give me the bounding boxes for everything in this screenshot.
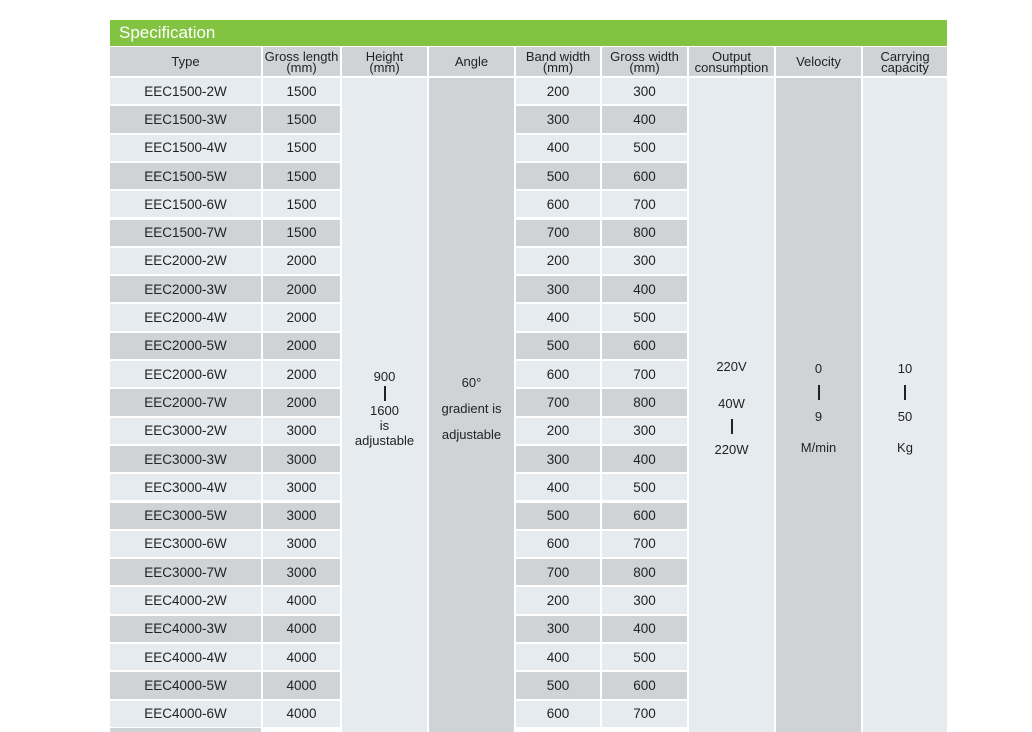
gross-width-cell: 700 — [602, 701, 687, 727]
header-gross-length-line1: Gross length — [264, 48, 339, 64]
gross-length-cell: 2000 — [263, 361, 340, 387]
header-type — [110, 47, 261, 76]
band-width-cell: 400 — [516, 304, 600, 330]
band-width-cell: 400 — [516, 474, 600, 500]
table-header-row — [110, 47, 947, 76]
type-cell: EEC1500-4W — [110, 135, 261, 161]
height-max-value: 1600 — [370, 402, 399, 418]
band-width-cell: 500 — [516, 672, 600, 698]
header-band-width-line1: Band width — [525, 48, 591, 64]
type-cell: EEC1500-5W — [110, 163, 261, 189]
band-width-cell: 700 — [516, 559, 600, 585]
band-width-cell: 200 — [516, 248, 600, 274]
gross-length-cell: 3000 — [263, 474, 340, 500]
height-min-value: 900 — [373, 368, 396, 384]
gross-length-cell: 2000 — [263, 248, 340, 274]
table-row-partial — [110, 728, 261, 732]
gross-length-cell: 2000 — [263, 276, 340, 302]
gross-length-cell: 4000 — [263, 701, 340, 727]
band-width-cell: 500 — [516, 163, 600, 189]
band-width-cell: 600 — [516, 531, 600, 557]
type-cell: EEC1500-2W — [110, 78, 261, 104]
height-note-line2: adjustable — [354, 432, 415, 448]
output-max: 220W — [714, 442, 749, 457]
gross-width-cell: 300 — [602, 587, 687, 613]
gross-width-cell: 600 — [602, 333, 687, 359]
carrying-min: 10 — [897, 361, 913, 376]
header-gross-width-line2: (mm) — [629, 59, 660, 75]
gross-length-cell: 4000 — [263, 644, 340, 670]
gross-width-cell: 600 — [602, 672, 687, 698]
gross-length-cell: 2000 — [263, 333, 340, 359]
band-width-cell: 300 — [516, 616, 600, 642]
header-velocity — [776, 47, 861, 76]
specification-table — [110, 20, 947, 732]
band-width-cell: 200 — [516, 587, 600, 613]
gross-length-cell: 1500 — [263, 163, 340, 189]
gross-width-cell: 300 — [602, 78, 687, 104]
band-width-cell: 200 — [516, 78, 600, 104]
band-width-cell: 400 — [516, 135, 600, 161]
band-width-cell: 200 — [516, 418, 600, 444]
header-type-label: Type — [171, 54, 200, 69]
velocity-max: 9 — [814, 409, 823, 424]
gross-width-cell: 400 — [602, 106, 687, 132]
header-band-width — [516, 47, 600, 76]
type-cell: EEC3000-6W — [110, 531, 261, 557]
band-width-cell: 600 — [516, 361, 600, 387]
type-cell: EEC3000-5W — [110, 503, 261, 529]
type-cell: EEC2000-2W — [110, 248, 261, 274]
gross-width-cell: 300 — [602, 248, 687, 274]
gross-width-cell: 400 — [602, 446, 687, 472]
header-output-consumption — [689, 47, 774, 76]
gross-length-cell: 3000 — [263, 418, 340, 444]
band-width-cell: 300 — [516, 276, 600, 302]
type-cell: EEC1500-7W — [110, 220, 261, 246]
gross-width-cell: 700 — [602, 531, 687, 557]
band-width-cell: 700 — [516, 220, 600, 246]
gross-length-cell: 1500 — [263, 78, 340, 104]
output-merged-cell — [689, 78, 774, 732]
height-note-line1: is — [379, 417, 390, 433]
type-cell: EEC2000-5W — [110, 333, 261, 359]
band-width-cell: 700 — [516, 389, 600, 415]
gross-width-cell: 600 — [602, 503, 687, 529]
velocity-merged-cell — [776, 78, 861, 732]
gross-width-cell: 300 — [602, 418, 687, 444]
header-height-line2: (mm) — [369, 59, 400, 75]
type-cell: EEC3000-2W — [110, 418, 261, 444]
type-cell: EEC2000-3W — [110, 276, 261, 302]
type-cell: EEC3000-3W — [110, 446, 261, 472]
gross-width-cell: 600 — [602, 163, 687, 189]
gross-length-cell: 3000 — [263, 559, 340, 585]
gross-length-cell: 3000 — [263, 503, 340, 529]
band-width-cell: 600 — [516, 191, 600, 217]
type-cell: EEC2000-6W — [110, 361, 261, 387]
velocity-min: 0 — [814, 361, 823, 376]
carrying-max: 50 — [897, 409, 913, 424]
gross-length-cell: 3000 — [263, 531, 340, 557]
header-angle — [429, 47, 514, 76]
band-width-cell: 500 — [516, 333, 600, 359]
gross-length-cell: 2000 — [263, 389, 340, 415]
range-bar-icon — [818, 385, 820, 400]
band-width-cell: 300 — [516, 106, 600, 132]
gross-width-cell: 500 — [602, 644, 687, 670]
gross-length-cell: 1500 — [263, 220, 340, 246]
gross-length-cell: 1500 — [263, 191, 340, 217]
type-cell: EEC4000-4W — [110, 644, 261, 670]
header-carrying-line2: capacity — [881, 59, 929, 75]
gross-length-cell: 1500 — [263, 135, 340, 161]
output-voltage: 220V — [716, 359, 747, 374]
gross-width-cell: 500 — [602, 135, 687, 161]
header-output-line1: Output — [711, 48, 752, 64]
type-cell: EEC2000-4W — [110, 304, 261, 330]
type-cell: EEC3000-4W — [110, 474, 261, 500]
band-width-cell: 600 — [516, 701, 600, 727]
type-cell: EEC4000-3W — [110, 616, 261, 642]
height-merged-cell — [342, 78, 427, 732]
header-height-line1: Height — [365, 48, 404, 64]
header-gross-width — [602, 47, 687, 76]
angle-note-line2: adjustable — [441, 426, 502, 442]
header-carrying-capacity — [863, 47, 947, 76]
type-cell: EEC4000-5W — [110, 672, 261, 698]
gross-width-cell: 800 — [602, 220, 687, 246]
type-cell: EEC3000-7W — [110, 559, 261, 585]
gross-width-cell: 700 — [602, 191, 687, 217]
gross-width-cell: 500 — [602, 304, 687, 330]
band-width-cell: 300 — [516, 446, 600, 472]
gross-length-cell: 4000 — [263, 672, 340, 698]
gross-width-cell: 500 — [602, 474, 687, 500]
type-cell: EEC4000-6W — [110, 701, 261, 727]
gross-length-cell: 4000 — [263, 616, 340, 642]
gross-length-cell: 4000 — [263, 587, 340, 613]
header-gross-width-line1: Gross width — [610, 48, 679, 64]
output-min: 40W — [718, 396, 745, 411]
carrying-merged-cell — [863, 78, 947, 732]
gross-width-cell: 800 — [602, 559, 687, 585]
header-band-width-line2: (mm) — [542, 59, 574, 75]
band-width-cell: 400 — [516, 644, 600, 670]
gross-width-cell: 400 — [602, 276, 687, 302]
type-cell: EEC2000-7W — [110, 389, 261, 415]
range-bar-icon — [904, 385, 906, 400]
header-velocity-label: Velocity — [796, 54, 841, 69]
header-gross-length-line2: (mm) — [286, 59, 317, 75]
type-cell: EEC1500-6W — [110, 191, 261, 217]
header-carrying-line1: Carrying — [880, 48, 930, 64]
carrying-unit: Kg — [897, 440, 913, 455]
section-title: Specification — [110, 20, 947, 46]
gross-length-cell: 2000 — [263, 304, 340, 330]
header-angle-label: Angle — [454, 54, 489, 69]
angle-value: 60° — [461, 374, 482, 390]
gross-width-cell: 400 — [602, 616, 687, 642]
header-gross-length — [263, 47, 340, 76]
gross-length-cell: 1500 — [263, 106, 340, 132]
range-bar-icon — [384, 386, 386, 401]
angle-note-line1: gradient is — [441, 400, 502, 416]
range-bar-icon — [731, 419, 733, 434]
gross-width-cell: 700 — [602, 361, 687, 387]
gross-length-cell: 3000 — [263, 446, 340, 472]
header-height — [342, 47, 427, 76]
type-cell: EEC1500-3W — [110, 106, 261, 132]
band-width-cell: 500 — [516, 503, 600, 529]
header-output-line2: consumption — [694, 59, 769, 75]
gross-width-cell: 800 — [602, 389, 687, 415]
angle-merged-cell — [429, 78, 514, 732]
velocity-unit: M/min — [800, 440, 837, 455]
type-cell: EEC4000-2W — [110, 587, 261, 613]
